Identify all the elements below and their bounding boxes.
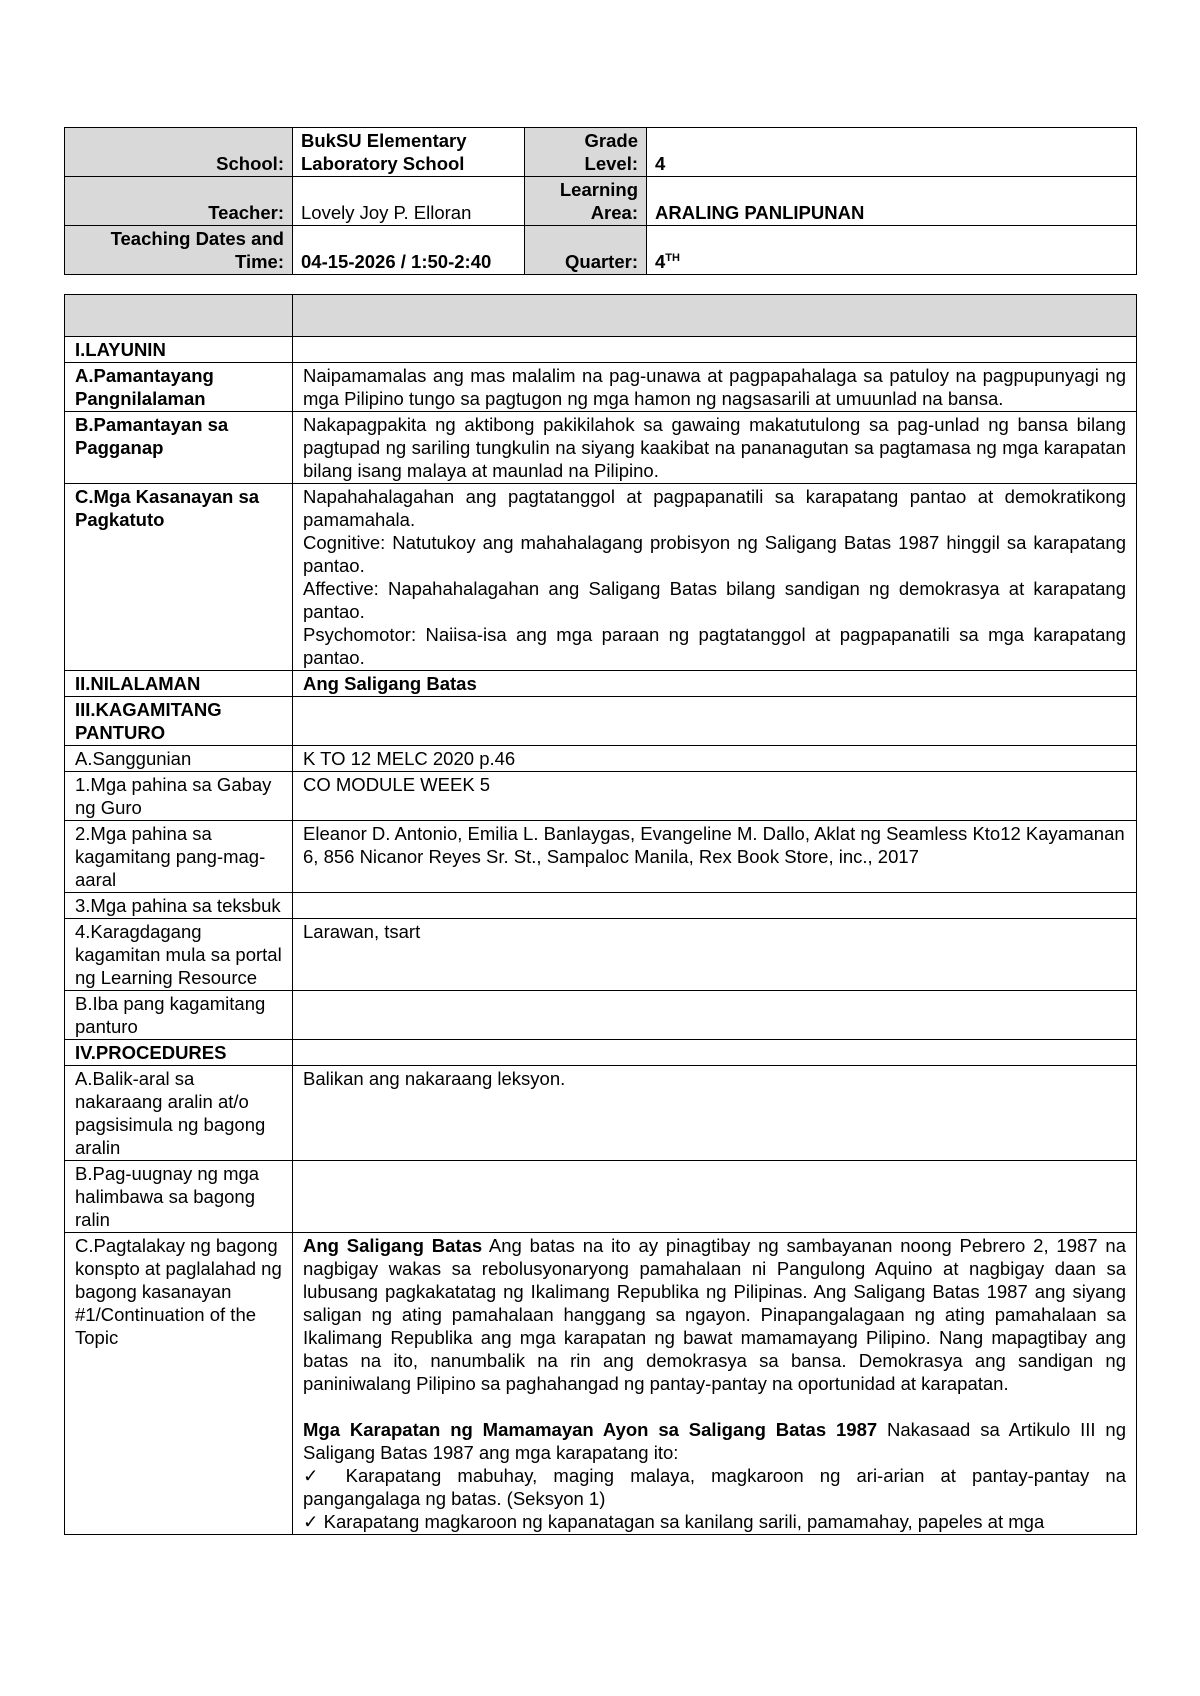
nilalaman-value: Ang Saligang Batas [293,671,1137,697]
header-row-teacher [65,177,1137,226]
row-layunin [65,337,1137,363]
teacher-label: Teacher: [65,177,293,226]
gabay-value: CO MODULE WEEK 5 [293,772,1137,821]
quarter-number: 4 [655,251,666,272]
saligang-batas-text: Ang batas na ito ay pinagtibay ng sambayanan noong Pebrero 2, 1987 na nagbigay wakas sa rebolusyonaryong pamahalaan ni Pangulong Aquino at nagbigay daan sa lubusang pagkakatatag ng Ikalimang Republika ng Pilipinas. Ang Saligang Batas 1987 ang siyang saligan ng ating pamahalaan hanggang sa ngayon. Pinapangalagaan ng ating pamahalaan sa Ikalimang Republika ang mga karapatan ng bawat mamamayang Pilipino. Nang mapagtibay ang batas na ito, nanumbalik na rin ang demokrasya sa bansa. Demokrasya ang sandigan ng paniniwalang Pilipino sa paghahangad ng pantay-pantay na oportunidad at karapatan. [303,1235,1126,1394]
row-pamantayan-sa-pagganap [65,412,1137,484]
pag-uugnay-value [293,1161,1137,1233]
pagtalakay-value [293,1233,1137,1535]
teacher-value: Lovely Joy P. Elloran [293,177,525,226]
grade-value: 4 [647,128,1137,177]
iba-pang-kagamitan-label: B.Iba pang kagamitang panturo [65,991,293,1040]
dates-label: Teaching Dates and Time: [65,226,293,275]
quarter-label: Quarter: [525,226,647,275]
kagamitan-label: III.KAGAMITANG PANTURO [65,697,293,746]
blank-header-left [65,295,293,337]
karapatan-paragraph [303,1418,1126,1464]
dates-value: 04-15-2026 / 1:50-2:40 [293,226,525,275]
kasanayan-line-1: Napahahalagahan ang pagtatanggol at pagpapanatili sa karapatang pantao at demokratikong pamamahala. [303,486,1126,530]
layunin-value [293,337,1137,363]
mag-aaral-value: Eleanor D. Antonio, Emilia L. Banlaygas, Evangeline M. Dallo, Aklat ng Seamless Kto12 Kayamanan 6, 856 Nicanor Reyes Sr. St., Sampaloc Manila, Rex Book Store, inc., 2017 [293,821,1137,893]
quarter-suffix: TH [665,251,680,264]
row-procedures [65,1040,1137,1066]
iba-pang-kagamitan-value [293,991,1137,1040]
row-mag-aaral [65,821,1137,893]
kasanayan-cognitive: Cognitive: Natutukoy ang mahahalagang probisyon ng Saligang Batas 1987 hinggil sa karapatang pantao. [303,532,1126,576]
blank-header-row [65,295,1137,337]
row-iba-pang-kagamitan [65,991,1137,1040]
saligang-batas-title: Ang Saligang Batas [303,1235,483,1256]
grade-label: Grade Level: [525,128,647,177]
lesson-table [64,294,1137,1535]
row-pagtalakay [65,1233,1137,1535]
school-label: School: [65,128,293,177]
pagtalakay-label: C.Pagtalakay ng bagong konspto at paglalahad ng bagong kasanayan #1/Continuation of the Topic [65,1233,293,1535]
row-karagdagang [65,919,1137,991]
karapatan-item-1: ✓ Karapatang mabuhay, maging malaya, magkaroon ng ari-arian at pantay-pantay na pangangalaga ng batas. (Seksyon 1) [303,1465,1126,1509]
saligang-batas-paragraph [303,1234,1126,1395]
kasanayan-psychomotor: Psychomotor: Naiisa-isa ang mga paraan ng pagtatanggol at pagpapanatili sa mga karapatang pantao. [303,624,1126,668]
row-pamantayang-pangnilalaman [65,363,1137,412]
kagamitan-value [293,697,1137,746]
karagdagang-value: Larawan, tsart [293,919,1137,991]
pamantayan-sa-pagganap-label: B.Pamantayan sa Pagganap [65,412,293,484]
nilalaman-label: II.NILALAMAN [65,671,293,697]
teksbuk-value [293,893,1137,919]
school-value: BukSU Elementary Laboratory School [293,128,525,177]
layunin-label: I.LAYUNIN [65,337,293,363]
header-table [64,127,1137,275]
area-value: ARALING PANLIPUNAN [647,177,1137,226]
row-teksbuk [65,893,1137,919]
balik-aral-value: Balikan ang nakaraang leksyon. [293,1066,1137,1161]
blank-header-right [293,295,1137,337]
quarter-value [647,226,1137,275]
kasanayan-value [293,484,1137,671]
row-nilalaman [65,671,1137,697]
pag-uugnay-label: B.Pag-uugnay ng mga halimbawa sa bagong ralin [65,1161,293,1233]
procedures-label: IV.PROCEDURES [65,1040,293,1066]
area-label: Learning Area: [525,177,647,226]
karapatan-text: Nakasaad sa Artikulo III ng Saligang Batas 1987 ang mga karapatang ito: [303,1419,1126,1463]
procedures-value [293,1040,1137,1066]
balik-aral-label: A.Balik-aral sa nakaraang aralin at/o pagsisimula ng bagong aralin [65,1066,293,1161]
header-row-school [65,128,1137,177]
kasanayan-label: C.Mga Kasanayan sa Pagkatuto [65,484,293,671]
mag-aaral-label: 2.Mga pahina sa kagamitang pang-mag-aaral [65,821,293,893]
row-gabay [65,772,1137,821]
row-kagamitan [65,697,1137,746]
karagdagang-label: 4.Karagdagang kagamitan mula sa portal ng Learning Resource [65,919,293,991]
karapatan-item-2: ✓ Karapatang magkaroon ng kapanatagan sa kanilang sarili, pamamahay, papeles at mga [303,1511,1045,1532]
row-pag-uugnay [65,1161,1137,1233]
teksbuk-label: 3.Mga pahina sa teksbuk [65,893,293,919]
pamantayang-pangnilalaman-value: Naipamamalas ang mas malalim na pag-unawa at pagpapahalaga sa patuloy na pagpupunyagi ng mga Pilipino tungo sa pagtugon ng mga hamon ng nagsasarili at umuunlad na bansa. [293,363,1137,412]
blank-line [303,1395,1126,1418]
row-balik-aral [65,1066,1137,1161]
kasanayan-affective: Affective: Napahahalagahan ang Saligang Batas bilang sandigan ng demokrasya at karapatang pantao. [303,578,1126,622]
sanggunian-label: A.Sanggunian [65,746,293,772]
header-row-dates [65,226,1137,275]
gabay-label: 1.Mga pahina sa Gabay ng Guro [65,772,293,821]
row-kasanayan [65,484,1137,671]
pamantayan-sa-pagganap-value: Nakapagpakita ng aktibong pakikilahok sa gawaing makatutulong sa pag-unlad ng bansa bilang pagtupad ng sariling tungkulin na siyang kaakibat na pananagutan sa pagtamasa ng mga karapatan bilang isang malaya at maunlad na Pilipino. [293,412,1137,484]
row-sanggunian [65,746,1137,772]
karapatan-title: Mga Karapatan ng Mamamayan Ayon sa Saligang Batas 1987 [303,1419,878,1440]
sanggunian-value: K TO 12 MELC 2020 p.46 [293,746,1137,772]
pamantayang-pangnilalaman-label: A.Pamantayang Pangnilalaman [65,363,293,412]
